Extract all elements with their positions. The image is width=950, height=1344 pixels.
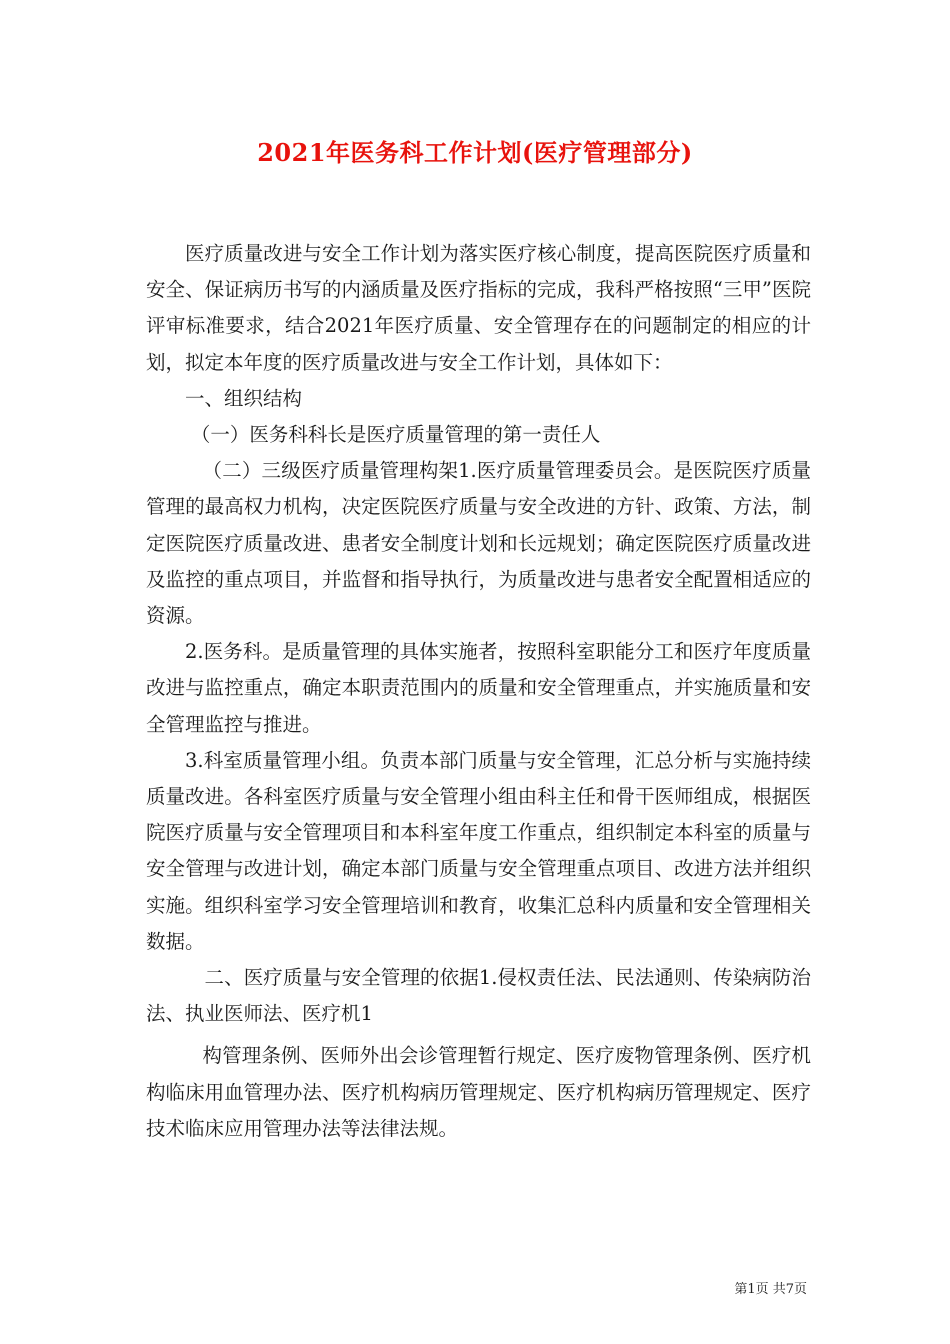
intro-paragraph: 医疗质量改进与安全工作计划为落实医疗核心制度，提高医院医疗质量和安全、保证病历书写的内涵质量及医疗指标的完成，我科严格按照“三甲”医院评审标准要求，结合2021年医疗质量、安全管理存在的问题制定的相应的计划，拟定本年度的医疗质量改进与安全工作计划，具体如下： <box>146 242 811 374</box>
subsection-first: （一）医务科科长是医疗质量管理的第一责任人 <box>190 423 601 447</box>
subsection-second: （二）三级医疗质量管理构架1.医疗质量管理委员会。是医院医疗质量管理的最高权力机构，决定医院医疗质量与安全改进的方针、政策、方法，制定医院医疗质量改进、患者安全制度计划和长远规划；确定医院医疗质量改进及监控的重点项目，并监督和指导执行，为质量改进与患者安全配置相适应的资源。 <box>146 459 811 628</box>
document-title: 2021年医务科工作计划(医疗管理部分) <box>257 138 693 167</box>
paragraph-laws-continued: 构管理条例、医师外出会诊管理暂行规定、医疗废物管理条例、医疗机构临床用血管理办法、医疗机构病历管理规定、医疗机构病历管理规定、医疗技术临床应用管理办法等法律法规。 <box>146 1044 811 1140</box>
section-heading-basis: 二、医疗质量与安全管理的依据1.侵权责任法、民法通则、传染病防治法、执业医师法、医疗机1 <box>146 966 811 1026</box>
paragraph-dept-quality-group: 3.科室质量管理小组。负责本部门质量与安全管理，汇总分析与实施持续质量改进。各科室医疗质量与安全管理小组由科主任和骨干医师组成，根据医院医疗质量与安全管理项目和本科室年度工作重点，组织制定本科室的质量与安全管理与改进计划，确定本部门质量与安全管理重点项目、改进方法并组织实施。组织科室学习安全管理培训和教育，收集汇总科内质量和安全管理相关数据。 <box>146 748 811 953</box>
page-number: 第1页 共7页 <box>734 1282 807 1297</box>
document-body <box>146 236 811 1147</box>
section-heading-organization: 一、组织结构 <box>185 386 303 410</box>
paragraph-medical-dept: 2.医务科。是质量管理的具体实施者，按照科室职能分工和医疗年度质量改进与监控重点，确定本职责范围内的质量和安全管理重点，并实施质量和安全管理监控与推进。 <box>146 640 811 736</box>
